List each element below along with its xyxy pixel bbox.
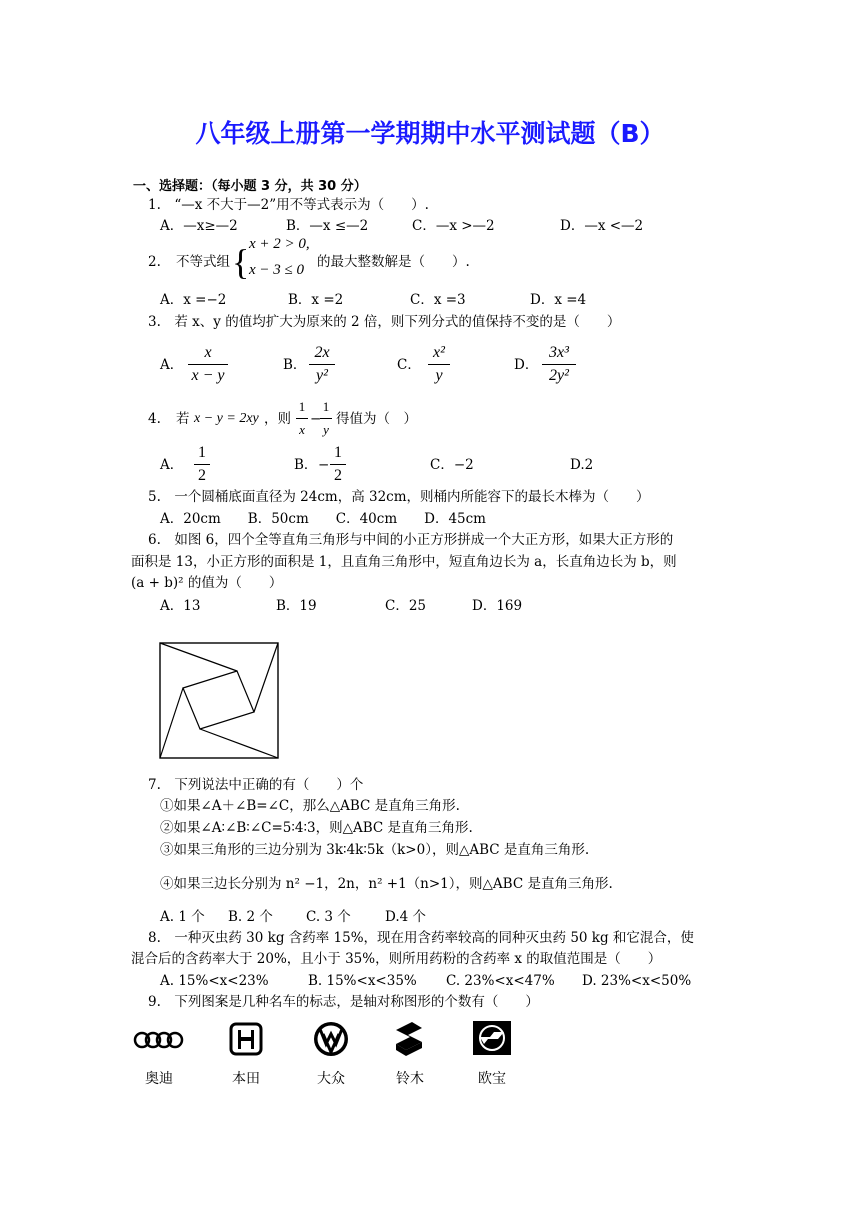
- q3-a-den: x − y: [191, 367, 225, 384]
- q2-pre: 不等式组: [176, 254, 230, 270]
- honda-h-icon: [229, 1022, 263, 1056]
- q4-b-sign: −: [318, 457, 330, 473]
- q3-a-label: A．: [160, 357, 184, 373]
- q3-c-den: y: [435, 367, 443, 384]
- q7-stem: 7. 下列说法中正确的有（ ）个: [148, 777, 364, 793]
- q1-stem: 1. “—x 不大于—2”用不等式表示为（ ）.: [148, 197, 429, 213]
- q3-c-fraction: [428, 344, 450, 385]
- q4-a-fraction: [194, 444, 210, 485]
- page-title: 八年级上册第一学期期中水平测试题（B）: [195, 119, 665, 148]
- q3-b-den: y²: [316, 367, 328, 384]
- q8-option-c: C. 23%<x<47%: [446, 973, 555, 989]
- logo-label-audi: 奥迪: [145, 1071, 173, 1087]
- q6-line-1: 6. 如图 6，四个全等直角三角形与中间的小正方形拼成一个大正方形，如果大正方形的: [148, 532, 674, 548]
- figure-6-square-diagram: [158, 641, 282, 761]
- q4-b-den: 2: [334, 467, 342, 484]
- q1-option-a: A．—x≥—2: [160, 218, 238, 234]
- q4-a-den: 2: [198, 467, 206, 484]
- q3-a-num: x: [204, 344, 212, 361]
- section-heading: 一、选择题：（每小题 3 分，共 30 分）: [133, 179, 367, 194]
- logo-label-vw: 大众: [317, 1071, 345, 1087]
- q4-frac-1: [296, 398, 308, 439]
- q8-option-b: B. 15%<x<35%: [308, 973, 417, 989]
- q7-option-d: D.4 个: [385, 909, 427, 925]
- q8-option-a: A. 15%<x<23%: [160, 973, 269, 989]
- q2-ineq-2: x − 3 ≤ 0: [249, 262, 305, 278]
- q4-frac-2: [320, 398, 332, 439]
- q3-a-fraction: [188, 344, 228, 385]
- q8-line-1: 8. 一种灭虫药 30 kg 含药率 15%，现在用含药率较高的同种灭虫药 50 kg 和它混合，使: [148, 930, 694, 946]
- q3-d-label: D．: [514, 357, 539, 373]
- q9-stem: 9. 下列图案是几种名车的标志，是轴对称图形的个数有（ ）: [148, 994, 539, 1010]
- q3-d-num: 3x³: [549, 344, 569, 361]
- q3-d-den: 2y²: [549, 367, 569, 384]
- q5-stem: 5. 一个圆桶底面直径为 24cm，高 32cm，则桶内所能容下的最长木棒为（ ）: [148, 489, 650, 505]
- q2-ineq-1: x + 2 > 0,: [249, 236, 310, 252]
- q4-f2-den: y: [323, 422, 329, 437]
- q7-statement-1: ①如果∠A＋∠B=∠C，那么△ABC 是直角三角形.: [160, 798, 460, 814]
- q7-option-c: C. 3 个: [306, 909, 351, 925]
- q2-brace: {: [232, 242, 250, 282]
- q1-option-c: C．—x >—2: [412, 218, 495, 234]
- q4-option-d: D.2: [570, 457, 594, 473]
- q1-option-d: D．—x <—2: [560, 218, 644, 234]
- q4-f1-num: 1: [298, 399, 306, 414]
- q1-option-b: B．—x ≤—2: [286, 218, 369, 234]
- q4-pre: 若: [176, 411, 190, 427]
- q4-b-label: B．: [294, 457, 318, 473]
- q2-option-b: B．x =2: [288, 292, 344, 308]
- q2-number: 2.: [148, 254, 161, 270]
- logo-label-honda: 本田: [232, 1071, 260, 1087]
- q4-f1-den: x: [299, 422, 305, 437]
- q7-option-b: B. 2 个: [228, 909, 273, 925]
- q8-option-d: D. 23%<x<50%: [582, 973, 692, 989]
- q6-option-d: D．169: [472, 598, 523, 614]
- q3-b-label: B．: [283, 357, 307, 373]
- vw-circle-icon: [312, 1020, 350, 1058]
- q4-option-c: C．−2: [430, 457, 474, 473]
- q7-statement-4: ④如果三边长分别为 n² −1，2n，n² +1（n>1），则△ABC 是直角三角形.: [160, 876, 613, 892]
- suzuki-s-icon: [392, 1020, 426, 1058]
- q4-b-num: 1: [334, 444, 342, 461]
- q6-option-a: A．13: [160, 598, 201, 614]
- q7-statement-3: ③如果三角形的三边分别为 3k∶4k∶5k（k>0），则△ABC 是直角三角形.: [160, 842, 590, 858]
- logo-label-suzuki: 铃木: [396, 1071, 424, 1087]
- q2-option-a: A．x =−2: [160, 292, 227, 308]
- q4-condition: x − y = 2xy: [194, 411, 259, 426]
- q2-post: 的最大整数解是（ ）.: [317, 254, 470, 270]
- q2-option-c: C．x =3: [410, 292, 466, 308]
- q8-line-2: 混合后的含药率大于 20%，且小于 35%，则所用药粉的含药率 x 的取值范围是（ ）: [131, 951, 662, 967]
- q2-option-d: D．x =4: [530, 292, 587, 308]
- logo-label-opel: 欧宝: [478, 1071, 506, 1087]
- q4-a-num: 1: [198, 444, 206, 461]
- audi-rings-icon: [133, 1028, 185, 1052]
- q6-line-3: (a + b)² 的值为（ ）: [131, 575, 283, 591]
- q5-options: A．20cm B．50cm C．40cm D．45cm: [160, 511, 486, 527]
- q3-c-label: C．: [397, 357, 421, 373]
- q4-b-fraction: [330, 444, 346, 485]
- q3-stem: 3. 若 x、y 的值均扩大为原来的 2 倍，则下列分式的值保持不变的是（ ）: [148, 314, 621, 330]
- q3-b-fraction: [309, 344, 335, 385]
- q6-option-c: C．25: [385, 598, 427, 614]
- q6-option-b: B．19: [276, 598, 317, 614]
- q4-a-label: A．: [160, 457, 184, 473]
- q3-b-num: 2x: [314, 344, 330, 361]
- q4-minus: −: [310, 411, 322, 427]
- q6-line-2: 面积是 13，小正方形的面积是 1，且直角三角形中，短直角边长为 a，长直角边长为 b，则: [131, 554, 677, 570]
- q7-statement-2: ②如果∠A∶∠B∶∠C=5∶4∶3，则△ABC 是直角三角形.: [160, 820, 473, 836]
- q4-f2-num: 1: [322, 399, 330, 414]
- q7-option-a: A. 1 个: [160, 909, 205, 925]
- q3-d-fraction: [542, 344, 576, 385]
- q3-c-num: x²: [433, 344, 445, 361]
- opel-bolt-icon: [472, 1020, 512, 1056]
- q4-post: 得值为（ ）: [336, 411, 417, 427]
- q4-number: 4.: [148, 411, 161, 427]
- q4-mid: ，则: [264, 411, 291, 427]
